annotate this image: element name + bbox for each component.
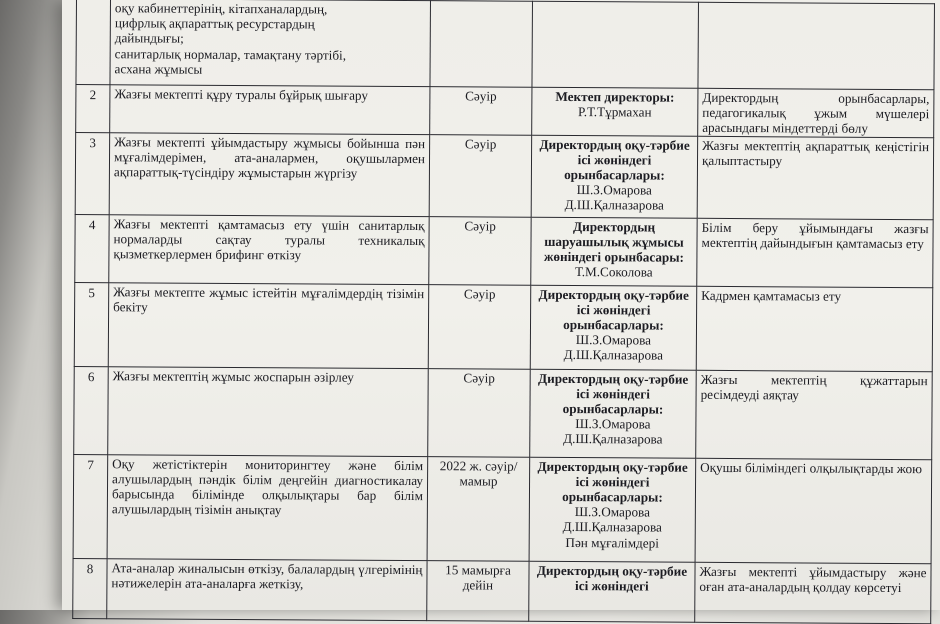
responsible-title: Директордың оқу-тәрбие ісі жөніндегі орынбасарлары: [539, 136, 690, 183]
responsible-name: Ш.З.Омарова [574, 504, 651, 520]
action-text: Ата-аналар жиналысын өткізу, балалардың үлгерімінің нәтижелерін ата-аналарға жеткізу, [111, 559, 423, 592]
term-cell: Сәуір [429, 134, 531, 217]
action-cell [110, 0, 431, 87]
table-row [76, 0, 935, 90]
row-number-cell [76, 0, 111, 85]
row-number-cell: 5 [74, 282, 109, 366]
row-number-cell: 8 [73, 558, 107, 618]
action-text: асхана жұмысы [114, 61, 203, 77]
action-text: Жазғы мектептің жұмыс жоспарын әзірлеу [112, 367, 354, 385]
responsible-cell [529, 457, 696, 562]
action-cell [109, 132, 429, 216]
action-cell [108, 366, 429, 456]
action-text: Жазғы мектепті құру туралы бұйрық шығару [114, 86, 369, 103]
action-text: санитарлық нормалар, тамақтану тәртібі, [114, 45, 347, 63]
action-cell [109, 214, 429, 284]
responsible-title: Директордың оқу-тәрбие ісі жөніндегі орынбасарлары: [537, 458, 688, 505]
document-page [62, 0, 940, 610]
action-cell [107, 454, 428, 560]
expected-result-cell: Жазғы мектептің ақпараттық кеңістігін қалыптастыру [697, 136, 933, 219]
term-cell: Сәуір [428, 368, 531, 457]
responsible-cell [529, 561, 695, 622]
expected-result-cell [698, 2, 935, 89]
responsible-name: Д.Ш.Қалназарова [563, 431, 663, 448]
responsible-title [537, 3, 694, 4]
row-number-cell: 4 [75, 214, 109, 282]
table-row [74, 282, 932, 371]
responsible-name: Ш.З.Омарова [576, 182, 652, 198]
term-cell: 2022 ж. сәуір/мамыр [427, 456, 530, 561]
row-number-cell: 3 [75, 132, 110, 214]
term-cell: Сәуір [429, 216, 531, 285]
action-cell [107, 558, 427, 620]
responsible-title: Директордың оқу-тәрбие ісі жөніндегі орынбасарлары: [538, 370, 689, 417]
row-number-cell: 6 [74, 366, 109, 454]
responsible-title: Директордың оқу-тәрбие ісі жөніндегі орынбасарлары: [538, 286, 689, 333]
responsible-name: Д.Ш.Қалназарова [564, 197, 664, 214]
responsible-name: Д.Ш.Қалназарова [563, 347, 664, 364]
responsible-name: Р.Т.Тұрмахан [578, 104, 652, 120]
table-row [75, 132, 933, 219]
responsible-name: Пән мұғалімдері [565, 534, 659, 551]
action-text: Жазғы мектепте жұмыс істейтін мұғалімдердің тізімін бекіту [113, 283, 425, 315]
responsible-cell [532, 87, 698, 136]
responsible-name: Д.Ш.Қалназарова [562, 519, 662, 536]
action-text: оқу кабинеттерінің, кітапханалардың, [114, 0, 328, 17]
row-number-cell: 7 [73, 454, 108, 558]
table-row [75, 214, 933, 287]
term-cell: Сәуір [428, 284, 531, 369]
responsible-cell [530, 369, 697, 458]
plan-table-body [73, 0, 935, 623]
responsible-cell [530, 285, 697, 370]
responsible-title: Директордың шаруашылық жұмысы жөніндегі орынбасары: [543, 218, 685, 265]
expected-result-cell: Директордың орынбасарлары, педагогикалық ұжым мүшелері арасындағы міндеттерді бөлу [698, 88, 934, 137]
expected-result-cell: Жазғы мектепті ұйымдастыру және оған ата-аналардың қолдау көрсетуі [695, 562, 931, 623]
action-cell [108, 282, 429, 368]
action-cell [110, 85, 430, 135]
responsible-title: Директордың оқу-тәрбие ісі жөніндегі [536, 562, 688, 594]
table-row [73, 558, 931, 623]
responsible-title: Мектеп директоры: [555, 88, 675, 105]
responsible-cell [532, 1, 699, 88]
responsible-cell [531, 217, 697, 286]
term-cell: Сәуір [430, 87, 532, 135]
expected-result-cell: Жазғы мектептің құжаттарын ресімдеуді аяқтау [696, 370, 933, 459]
table-row [73, 454, 932, 563]
action-text: Жазғы мектепті қамтамасыз ету үшін санитарлық нормаларды сақтау туралы техникалық қызметкерлермен брифинг өткізу [113, 215, 425, 263]
responsible-name: Ш.З.Омарова [575, 332, 652, 348]
term-cell: 15 мамырға дейін [427, 560, 529, 621]
responsible-name: Т.М.Соколова [574, 264, 653, 280]
expected-result-cell: Білім беру ұйымындағы жазғы мектептің дайындығын қамтамасыз ету [697, 218, 933, 287]
action-text: Оқу жетістіктерін мониторингтеу және білім алушылардың пәндік білім деңгейін диагностикалау барысында білімінде олқылықтары бар білім алушылардың тізімін анықтау [111, 455, 424, 518]
responsible-name: Ш.З.Омарова [575, 416, 651, 432]
table-row [76, 85, 934, 138]
term-cell [430, 1, 533, 88]
action-text: Жазғы мектепті ұйымдастыру жұмысы бойынша пән мұғалімдерімен, ата-аналармен, оқушылармен ақпараттық-түсіндіру жұмыстарын жүргізу [113, 133, 426, 181]
expected-result-cell: Кадрмен қамтамасыз ету [696, 286, 933, 371]
row-number-cell: 2 [76, 85, 110, 133]
action-text: дайындығы; [114, 30, 184, 47]
table-row [74, 366, 933, 459]
action-text: цифрлық ақпараттық ресурстардың [114, 15, 315, 32]
plan-table [72, 0, 935, 624]
responsible-cell [531, 135, 697, 218]
expected-result-cell: Оқушы біліміндегі олқылықтарды жою [695, 458, 932, 563]
